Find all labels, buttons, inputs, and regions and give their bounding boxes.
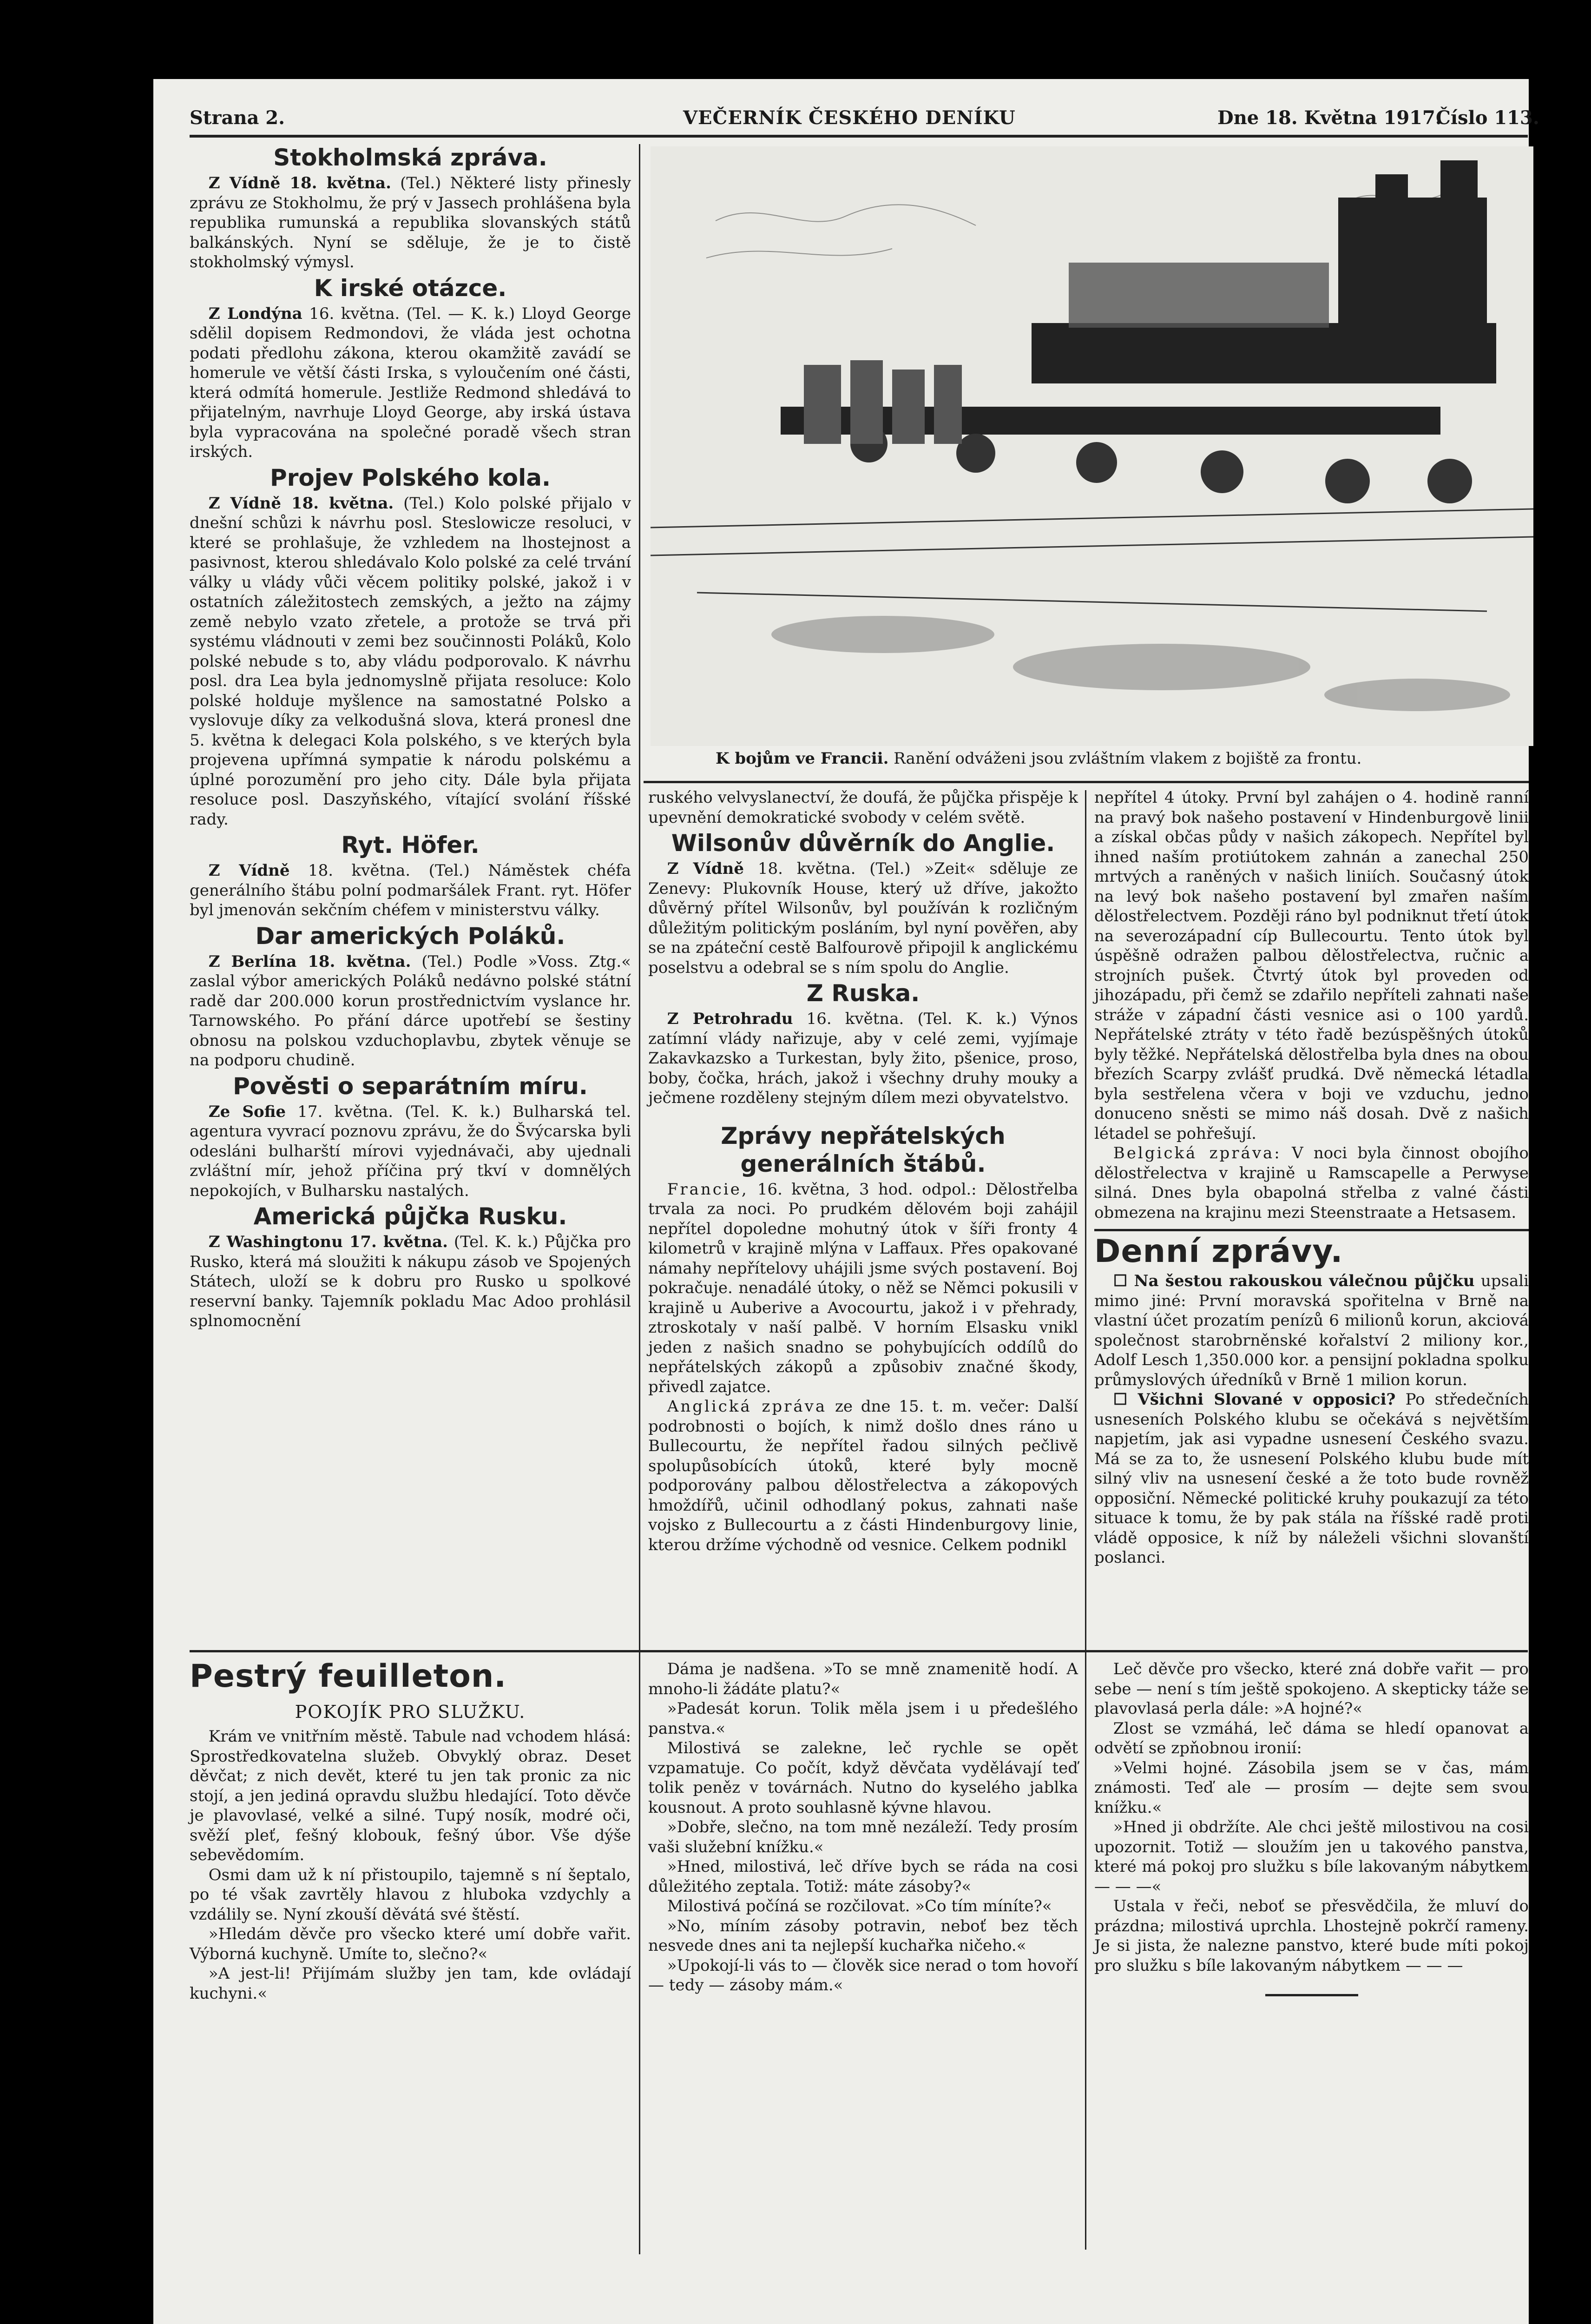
- feuilleton-paragraph-16: »Hned ji obdržíte. Ale chci ještě milostivou na cosi upozornit. Totiž — sloužím jen u takového panstva, které má pokoj pro služku s bíle lakovaným nábytkem — — —«: [1094, 1818, 1529, 1896]
- feuilleton-paragraph-9: »Hned, milostivá, leč dříve bych se ráda na cosi důležitého zeptala. Totiž: máte zásoby?«: [648, 1857, 1078, 1896]
- article-war-loan: ☐ Na šestou rakouskou válečnou půjčku upsali mimo jiné: První moravská spořitelna v Brně na vlastní účet prozatím penízů 6 milionů korun, akciová společnost starobrněnské kořalství 2 miliony kor., Adolf Lesch 1,350.000 kor. a pensijní pokladna spolku průmyslových úředníků v Brně 1 milion korun.: [1094, 1272, 1529, 1389]
- issue-date: Dne 18. Května 1917.: [1217, 107, 1442, 129]
- headline-hofer: Ryt. Höfer.: [341, 832, 480, 858]
- feuilleton-paragraph-3: »Hledám děvče pro všecko které umí dobře vařit. Výborná kuchyně. Umíte to, slečno?«: [190, 1925, 631, 1963]
- article-english-report: Anglická zpráva ze dne 15. t. m. večer: Další podrobnosti o bojích, k nimž došlo dnes ráno u Bullecourtu, že nepřítel řadou silných pečlivě spolupůsobících útoků, které byly mocně podporovány palbou dělostřelectva a zákopových hmoždířů, učinil odhodlaný pokus, zahnati naše vojsko z Bullecourtu a z části Hindenburgovy linie, kterou držíme východně od vesnice. Celkem podnikl: [648, 1397, 1078, 1554]
- figure-caption: [716, 749, 1529, 768]
- header-rule: [190, 135, 1528, 138]
- headline-russia: Z Ruska.: [806, 980, 920, 1007]
- feuilleton-paragraph-6: »Padesát korun. Tolik měla jsem i u předešlého panstva.«: [648, 1699, 1078, 1738]
- article-american-poles-gift: Z Berlína 18. května. (Tel.) Podle »Voss. Ztg.« zaslal výbor amerických Poláků nedávno polské státní radě dar 200.000 korun prostřednictvím vyslance hr. Tarnowského. Po přání dárce upotřebí se šestiny obnosu na polskou vzduchoplavbu, zbytek věnuje se na podporu chudině.: [190, 952, 631, 1070]
- column-rule-2: [1085, 790, 1086, 2250]
- headline-daily-news: Denní zprávy.: [1094, 1233, 1343, 1270]
- headline-wilson-confidant: Wilsonův důvěrník do Anglie.: [671, 830, 1055, 857]
- feuilleton-paragraph-12: »Upokojí-li vás to — člověk sice nerad o tom hovoří — tedy — zásoby mám.«: [648, 1956, 1078, 1994]
- article-irish-question: Z Londýna 16. května. (Tel. — K. k.) Lloyd George sdělil dopisem Redmondovi, že vláda jest ochotna podati předlohu zákona, kterou okamžitě zavádí se homerule ve větší části Irska, s vyloučením oné části, která odmítá homerule. Jestliže Redmond shledává to přijatelným, navrhuje Lloyd George, aby irská ústava byla vypracována na společné poradě všech stran irských.: [190, 304, 631, 461]
- headline-polish-club: Projev Polského kola.: [270, 464, 551, 491]
- article-separate-peace: Ze Sofie 17. května. (Tel. K. k.) Bulharská tel. agentura vyvrací poznovu zprávu, že do Švýcarska byli odesláni bulharští mírovi vyjednávači, aby ujednali zvláštní mír, jehož příčina prý tkví v domnělých nepokojích, v Bulharsku nastalých.: [190, 1102, 631, 1200]
- feuilleton-paragraph-5: Dáma je nadšena. »To se mně znamenitě hodí. A mnoho-li žádáte platu?«: [648, 1660, 1078, 1698]
- caption-text: Ranění odváženi jsou zvláštním vlakem z bojiště za frontu.: [888, 749, 1362, 768]
- feuilleton-paragraph-1: Krám ve vnitřním městě. Tabule nad vchodem hlásá: Sprostředkovatelna služeb. Obvyklý obraz. Deset děvčat; z nich devět, které tu jen tak pronic za nic stojí, a jen jediná opravdu službu hledající. Toto děvče je plavovlasé, velké a silné. Tupý nosík, modré oči, svěží pleť, fešný klobouk, fešný úbor. Vše dýše sebevědomím.: [190, 1727, 631, 1864]
- feuilleton-paragraph-7: Milostivá se zalekne, leč rychle se opět vzpamatuje. Co počít, když děvčata vydělávají teď tolik peněz v továrnách. Nutno do kyselého jablka kousnout. A proto souhlasně kývne hlavou.: [648, 1739, 1078, 1817]
- feuilleton-end-rule: [1265, 1994, 1358, 1996]
- newspaper-title: VEČERNÍK ČESKÉHO DENÍKU: [683, 107, 1016, 129]
- feuilleton-paragraph-4: »A jest-li! Přijímám služby jen tam, kde ovládají kuchyni.«: [190, 1964, 631, 2003]
- page-number: Strana 2.: [190, 107, 285, 129]
- newspaper-page: [153, 79, 1539, 2324]
- headline-enemy-staff-reports: Zprávy nepřátelských generálních štábů.: [721, 1122, 1006, 1177]
- feuilleton-paragraph-14: Zlost se vzmáhá, leč dáma se hledí opanovat a odvětí se zpňobnou ironií:: [1094, 1719, 1529, 1757]
- section-rule: [1094, 1229, 1529, 1231]
- headline-american-loan: Americká půjčka Rusku.: [253, 1203, 567, 1230]
- column-1: [190, 142, 631, 1331]
- feuilleton-column-1: [190, 1657, 631, 2003]
- figure-bottom-rule: [644, 781, 1529, 783]
- article-russia: Z Petrohradu 16. května. (Tel. K. k.) Výnos zatímní vlády nařizuje, aby v celé zemi, vyjímaje Zakavkazsko a Turkestan, byly žito, pšenice, proso, boby, čočka, hrách, jakož i všechny druhy mouky a ječmene rozděleny stejným dílem mezi obyvatelstvo.: [648, 1010, 1078, 1107]
- headline-separate-peace: Pověsti o separátním míru.: [233, 1072, 588, 1100]
- issue-number: Číslo 113.: [1436, 107, 1539, 129]
- feuilleton-paragraph-17: Ustala v řeči, neboť se přesvědčila, že mluví do prázdna; milostivá uprchla. Lhostejně pokrčí rameny. Je si jista, že nalezne panstvo, které bude míti pokoj pro služku s bíle lakovaným nábytkem — — —: [1094, 1897, 1529, 1975]
- feuilleton-rule: [190, 1650, 1528, 1652]
- caption-lead: K bojům ve Francii.: [716, 749, 889, 768]
- headline-irish-question: K irské otázce.: [314, 274, 507, 302]
- wounded-train-engraving: [651, 146, 1533, 746]
- column-2: [648, 788, 1078, 1555]
- feuilleton-column-2: [648, 1659, 1078, 1995]
- article-belgian-report: Belgická zpráva: V noci byla činnost obojího dělostřelectva v krajině u Ramscapelle a Perwyse silná. Dnes byla obapolná střelba z valné části obmezena na krajinu mezi Steenstraate a Hetsasem.: [1094, 1144, 1529, 1222]
- feuilleton-paragraph-10: Milostivá počíná se rozčilovat. »Co tím míníte?«: [667, 1897, 1052, 1915]
- article-polish-club: Z Vídně 18. května. (Tel.) Kolo polské přijalo v dnešní schůzi k návrhu posl. Steslowicze resoluci, v které se prohlašuje, že vzhledem na lhostejnost a pasivnost, kterou shledávalo Kolo polské za celé trvání války u vlády vůči věcem politiky polské, jakož i v ostatních záležitostech zemských, a ježto na zájmy země nebylo vzato zřetele, a protože se trvá při systému vládnouti v zemi bez součinnosti Poláků, Kolo polské nebude s to, aby vládu podporovalo. K návrhu posl. dra Lea byla jednomyslně přijata resoluce: Kolo polské holduje myšlence na samostatné Polsko a vyslovuje díky za velkodušná slova, která pronesl dne 5. května k delegaci Kola polského, s ve kterých byla projevena upřímná sympatie k národu polskému a úplné porozumění pro jeho city. Dále byla přijata resoluce posl. Daszyňského, vítající svolání říšské rady.: [190, 494, 631, 829]
- headline-stockholm: Stokholmská zpráva.: [273, 144, 547, 171]
- war-train-illustration: [651, 146, 1533, 746]
- article-france-report: Francie, 16. května, 3 hod. odpol.: Dělostřelba trvala za noci. Po prudkém dělovém boji zahájil nepřítel dopoledne mohutný útok v šíři fronty 4 kilometrů v krajině mlýna v Laffaux. Přes opakované námahy nepřítelovy uhájili jsme svých postavení. Boj pokračuje. nenadálé útoky, o něž se Němci pokusili v krajině u Auberive a Avocourtu, jakož i v přehrady, ztroskotaly v naší palbě. V horním Elsasku vnikl jeden z našich snadno se pohybujících oddílů do nepřátelských zákopů a způsobiv značné škody, přivedl zajatce.: [648, 1180, 1078, 1396]
- article-stockholm: Z Vídně 18. května. (Tel.) Některé listy přinesly zprávu ze Stokholmu, že prý v Jassech prohlášena byla republika rumunská a republika slovanských států balkánských. Nyní se sděluje, že je to čistě stokholmský výmysl.: [190, 174, 631, 271]
- feuilleton-title: Pestrý feuilleton.: [190, 1658, 507, 1695]
- feuilleton-paragraph-11: »No, míním zásoby potravin, neboť bez těch nesvede dnes ani ta nejlepší kuchařka ničeho.«: [648, 1916, 1078, 1955]
- feuilleton-paragraph-2: Osmi dam už k ní přistoupilo, tajemně s ní šeptalo, po té však zavrtěly hlavou z hluboka vzdychly a vzdálily se. Nyní zkouší děvátá své štěstí.: [190, 1865, 631, 1924]
- column-3: [1094, 788, 1529, 1568]
- feuilleton-paragraph-15: »Velmi hojné. Zásobila jsem se v čas, mám známosti. Teď ale — prosím — dejte sem svou knížku.«: [1094, 1758, 1529, 1817]
- article-wilson-confidant: Z Vídně 18. května. (Tel.) »Zeit« sděluje ze Zenevy: Plukovník House, který už dříve, jakožto důvěrný přítel Wilsonův, byl používán k rozličným důležitým politickým posláním, byl nyní pověřen, aby se na zpáteční cestě Balfourově připojil k anglickému poselstvu a odebral se s ním spolu do Anglie.: [648, 859, 1078, 977]
- article-slavs-opposition: ☐ Všichni Slované v opposici? Po středečních usneseních Polského klubu se očekává s největším napjetím, jak asi vypadne usnesení Českého svazu. Má se za to, že usnesení Polského klubu bude mít silný vliv na usnesení české a že toto bude rovněž opposiční. Německé politické kruhy poukazují za této situace k tomu, že by pak stála na říšské radě proti vládě opposice, k níž by náleželi všichni slovanští poslanci.: [1094, 1390, 1529, 1567]
- article-american-loan: Z Washingtonu 17. května. (Tel. K. k.) Půjčka pro Rusko, která má sloužiti k nákupu zásob ve Spojených Státech, uloží se k dobru pro Rusko u spolkové reservní banky. Tajemník pokladu Mac Adoo prohlásil splnomocnění: [190, 1233, 631, 1330]
- feuilleton-subtitle: POKOJÍK PRO SLUŽKU.: [295, 1702, 526, 1722]
- feuilleton-column-3: [1094, 1659, 1529, 1996]
- article-hofer: Z Vídně 18. května. (Tel.) Náměstek chéfa generálního štábu polní podmaršálek Frant. ryt. Höfer byl jmenován sekčním chéfem v ministerstvu války.: [190, 861, 631, 919]
- article-english-report-continued: nepřítel 4 útoky. První byl zahájen o 4. hodině ranní na pravý bok našeho postavení v Hindenburgově linii a získal občas půdy v našich zákopech. Nepřítel byl ihned naším protiútokem zahnán a zanechal 250 mrtvých a raněných v našich liniích. Současný útok na levý bok našeho postavení byl zmařen naším dělostřelectvem. Později ráno byl podniknut třetí útok na severozápadní cíp Bullecourtu. Tento útok byl úspěšně odražen palbou dělostřelectva, ručnic a strojních pušek. Čtvrtý útok byl proveden od jihozápadu, při čemž se zdařilo nepříteli zahnati naše stráže v západní části vesnice asi o 100 yardů. Nepřátelské ztráty v této řadě bezúspěšných útoků byly těžké. Nepřátelská dělostřelba byla dnes na obou březích Scarpy zvlášť prudká. Dvě německá létadla byla sestřelena včera v boji ve vzduchu, jedno donuceno sněsti se mimo náš dosah. Dvě z našich létadel se pohřešují.: [1094, 788, 1529, 1143]
- feuilleton-paragraph-13: Leč děvče pro všecko, které zná dobře vařit — pro sebe — není s tím ještě spokojeno. A skepticky táže se plavovlasá perla dále: »A hojné?«: [1094, 1660, 1529, 1718]
- article-loan-continued: ruského velvyslanectví, že doufá, že půjčka přispěje k upevnění demokratické svobody v celém světě.: [648, 788, 1078, 827]
- headline-american-poles-gift: Dar amerických Poláků.: [255, 922, 565, 950]
- feuilleton-paragraph-8: »Dobře, slečno, na tom mně nezáleží. Tedy prosím vaši služební knížku.«: [648, 1818, 1078, 1856]
- column-rule-1: [639, 144, 640, 2254]
